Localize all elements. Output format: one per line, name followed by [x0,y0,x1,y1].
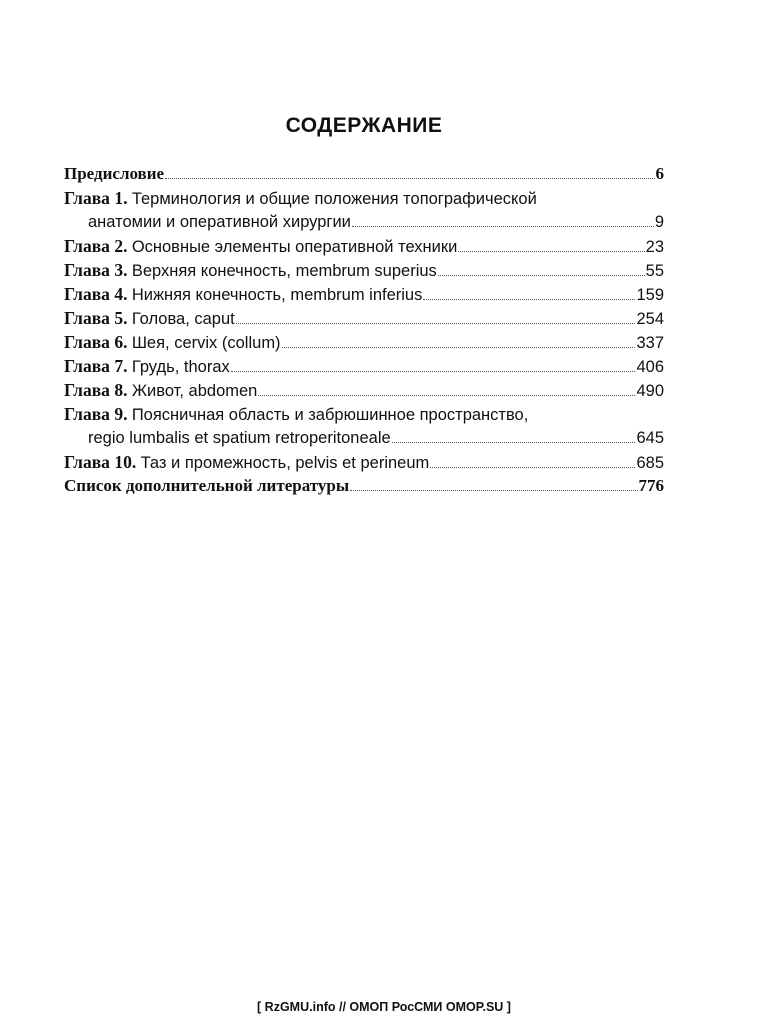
toc-entry-line [64,258,664,282]
toc-entry [64,186,664,234]
dot-leader [236,323,636,324]
chapter-number: 8. [114,380,128,400]
chapter-title: анатомии и оперативной хирургии [88,213,351,231]
chapter-title: Терминология и общие положения топографической [131,190,537,208]
chapter-number: 3. [114,260,128,280]
page-number: 9 [654,213,664,231]
chapter-number: 6. [114,332,128,352]
chapter-title: regio lumbalis et spatium retroperitoneale [88,429,391,447]
chapter-number: 5. [114,308,128,328]
toc-entry-line [64,186,664,210]
toc-entry-continuation [64,210,664,234]
chapter-title: Грудь, thorax [131,358,230,376]
toc-entry-line [64,378,664,402]
page-number: 6 [655,164,664,183]
page-number: 490 [636,382,664,400]
chapter-prefix: Глава [64,188,110,208]
page-number: 159 [636,286,664,304]
dot-leader [231,371,636,372]
toc-entry-line [64,282,664,306]
page-number: 645 [636,429,664,447]
chapter-title: Список дополнительной литературы [64,476,350,495]
footer-watermark: [ RzGMU.info // ОМОП РосСМИ OMOP.SU ] [257,1000,511,1014]
page-number: 406 [636,358,664,376]
toc-entry [64,306,664,330]
toc-entry-line [64,306,664,330]
page-number: 337 [636,334,664,352]
toc-entry [64,450,664,474]
chapter-prefix: Глава [64,284,110,304]
chapter-number: 7. [114,356,128,376]
chapter-number: 10. [114,452,137,472]
chapter-title: Нижняя конечность, membrum inferius [131,286,423,304]
page-number: 254 [636,310,664,328]
toc-entry [64,234,664,258]
toc-entry [64,402,664,450]
dot-leader [438,275,645,276]
page-number: 776 [638,476,664,495]
dot-leader [352,226,654,227]
toc-entry-line [64,234,664,258]
toc-entry-line [64,354,664,378]
table-of-contents [64,162,664,498]
toc-entry [64,354,664,378]
chapter-title: Поясничная область и забрюшинное пространство, [131,406,529,424]
chapter-title: Верхняя конечность, membrum superius [131,262,437,280]
dot-leader [350,490,637,491]
toc-entry [64,282,664,306]
chapter-title: Живот, abdomen [131,382,258,400]
chapter-prefix: Глава [64,404,110,424]
chapter-prefix: Глава [64,236,110,256]
dot-leader [165,178,654,179]
chapter-title: Предисловие [64,164,165,183]
toc-entry-line [64,402,664,426]
toc-entry [64,330,664,354]
toc-entry [64,162,664,186]
dot-leader [392,442,636,443]
chapter-prefix: Глава [64,380,110,400]
dot-leader [430,467,635,468]
toc-entry-continuation [64,426,664,450]
chapter-number: 1. [114,188,128,208]
chapter-title: Голова, caput [131,310,235,328]
toc-entry [64,258,664,282]
dot-leader [458,251,644,252]
toc-entry-line [64,162,664,186]
toc-entry [64,474,664,498]
dot-leader [423,299,635,300]
chapter-prefix: Глава [64,308,110,328]
chapter-title: Шея, cervix (collum) [131,334,281,352]
toc-entry-line [64,474,664,498]
toc-entry-line [64,450,664,474]
chapter-prefix: Глава [64,260,110,280]
toc-entry-line [64,330,664,354]
page-number: 685 [636,454,664,472]
dot-leader [258,395,635,396]
chapter-number: 2. [114,236,128,256]
chapter-prefix: Глава [64,332,110,352]
chapter-number: 4. [114,284,128,304]
chapter-title: Основные элементы оперативной техники [131,238,458,256]
chapter-prefix: Глава [64,356,110,376]
toc-entry [64,378,664,402]
chapter-prefix: Глава [64,452,110,472]
dot-leader [282,347,636,348]
page-number: 23 [645,238,664,256]
page-title: СОДЕРЖАНИЕ [285,114,443,137]
chapter-title: Таз и промежность, pelvis et perineum [140,454,430,472]
chapter-number: 9. [114,404,128,424]
page-number: 55 [645,262,664,280]
